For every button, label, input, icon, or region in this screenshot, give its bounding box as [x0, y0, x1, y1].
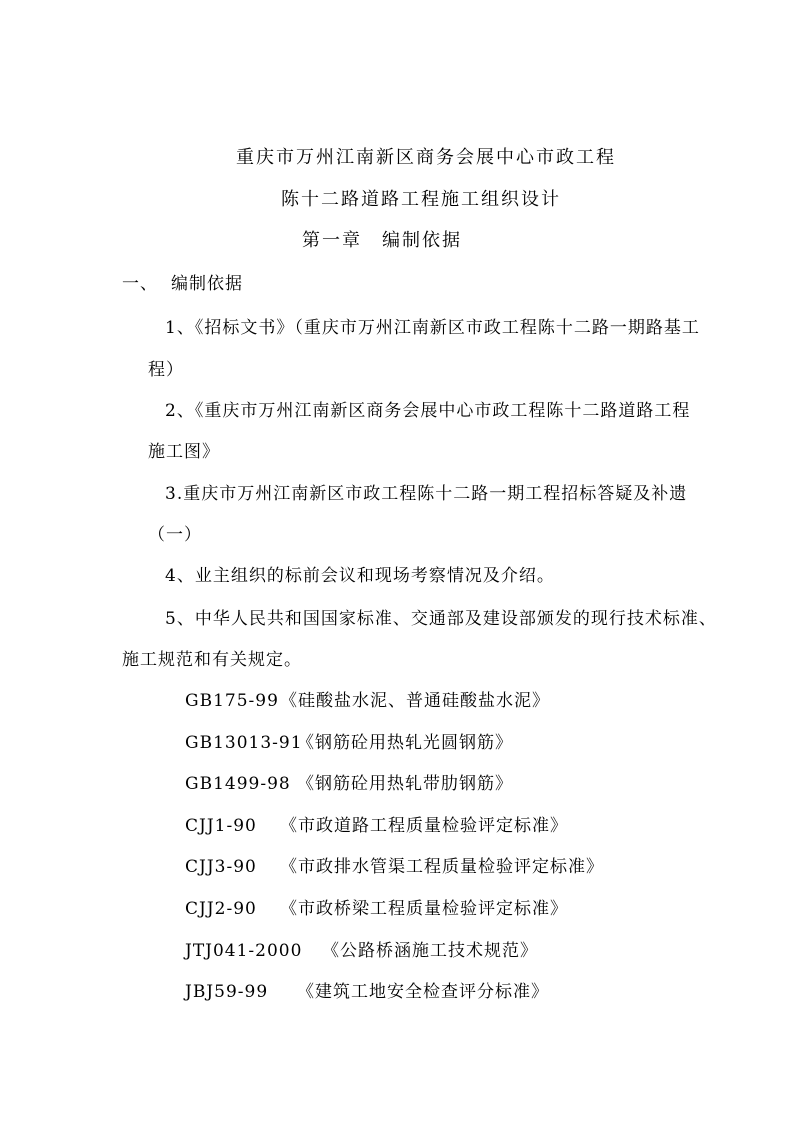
basis-item-5-line1: 5、中华人民共和国国家标准、交通部及建设部颁发的现行技术标准、: [165, 609, 717, 629]
standard-name: 《硅酸盐水泥、普通硅酸盐水泥》: [280, 691, 550, 711]
standard-name: 《公路桥涵施工技术规范》: [322, 941, 538, 961]
standard-name: 《钢筋砼用热轧光圆钢筋》: [297, 733, 513, 753]
standard-name: 《钢筋砼用热轧带肋钢筋》: [297, 774, 513, 794]
basis-item-2-line1: 2、《重庆市万州江南新区商务会展中心市政工程陈十二路道路工程: [165, 401, 691, 421]
basis-item-3-line1: 3.重庆市万州江南新区市政工程陈十二路一期工程招标答疑及补遗: [165, 484, 688, 504]
standard-code: CJJ1-90: [185, 816, 257, 836]
document-title-line1: 重庆市万州江南新区商务会展中心市政工程: [236, 147, 616, 168]
section-number: 一、: [122, 274, 158, 294]
standard-code: CJJ3-90: [185, 857, 257, 877]
basis-item-1-line1: 1、《招标文书》（重庆市万州江南新区市政工程陈十二路一期路基工: [165, 318, 700, 338]
basis-item-2-line2: 施工图》: [148, 442, 220, 462]
standard-code: GB1499-98: [185, 774, 291, 794]
section-title: 编制依据: [171, 274, 243, 294]
standard-name: 《市政桥梁工程质量检验评定标准》: [280, 899, 568, 919]
standard-code: GB13013-91: [185, 733, 303, 753]
standard-name: 《市政道路工程质量检验评定标准》: [280, 816, 568, 836]
basis-item-3-line2: （一）: [148, 525, 202, 545]
standard-name: 《市政排水管渠工程质量检验评定标准》: [280, 857, 604, 877]
standard-name: 《建筑工地安全检查评分标准》: [297, 982, 549, 1002]
basis-item-4: 4、业主组织的标前会议和现场考察情况及介绍。: [165, 566, 555, 586]
standard-code: JBJ59-99: [185, 982, 269, 1002]
standard-code: GB175-99: [185, 691, 279, 711]
standard-code: CJJ2-90: [185, 899, 257, 919]
basis-item-1-line2: 程）: [148, 360, 184, 380]
document-title-line2: 陈十二路道路工程施工组织设计: [281, 189, 561, 210]
chapter-title: 第一章 编制依据: [302, 230, 462, 251]
standard-code: JTJ041-2000: [185, 941, 303, 961]
basis-item-5-line2: 施工规范和有关规定。: [122, 650, 302, 670]
